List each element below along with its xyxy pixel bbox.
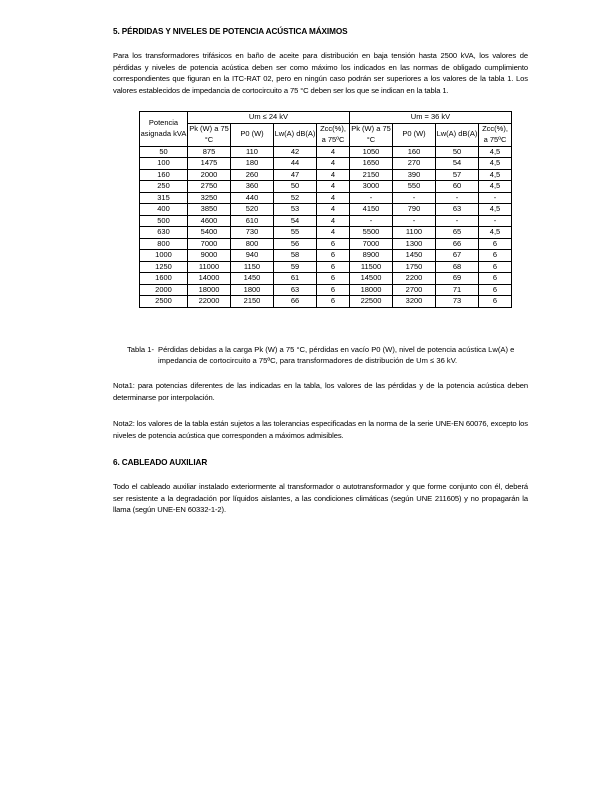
table-cell: 160 [140,169,188,181]
table-cell: 1800 [231,284,274,296]
table-cell: 44 [274,158,317,170]
table-cell: 875 [188,146,231,158]
table-cell: 250 [140,181,188,193]
section-5-paragraph: Para los transformadores trifásicos en baño de aceite para distribución en baja tensión hasta 2500 kVA, los valores de pérdidas y niveles de potencia acústica deben ser como máximo los indicados en las normas de obligado cumplimiento correspondientes que figuran en la ITC-RAT 02, pero en ningún caso podrán ser superiores a los valores de la tabla 1. Los valores establecidos de impedancia de cortocircuito a 75 °C deben ser los que se indican en la tabla 1. [113,51,528,95]
table-cell: 260 [231,169,274,181]
table-cell: 2200 [393,273,436,285]
table-cell: 4 [317,146,350,158]
table-cell: 1450 [231,273,274,285]
table-cell: 54 [274,215,317,227]
table-cell: 59 [274,261,317,273]
table-cell: 60 [436,181,479,193]
table-cell: 2000 [140,284,188,296]
table-cell: 4600 [188,215,231,227]
section-6-heading: 6. CABLEADO AUXILIAR [113,458,208,467]
table-cell: 22500 [350,296,393,308]
table-cell: 1750 [393,261,436,273]
table-cell: 1450 [393,250,436,262]
header-pk: Pk (W) a 75 °C [350,123,393,146]
table-cell: 6 [479,273,512,285]
table-row [140,192,512,204]
table-row [140,273,512,285]
table-cell: 73 [436,296,479,308]
table-row [140,261,512,273]
table-cell: 4 [317,227,350,239]
table-body [140,146,512,307]
table-cell: 63 [436,204,479,216]
table-row [140,158,512,170]
table-cell: 4,5 [479,204,512,216]
table-subheader-row [140,123,512,146]
table-cell: 22000 [188,296,231,308]
table-cell: 4 [317,204,350,216]
header-zcc: Zcc(%), a 75ºC [479,123,512,146]
table-row [140,181,512,193]
header-pk: Pk (W) a 75 °C [188,123,231,146]
table-cell: 4,5 [479,181,512,193]
table-cell: - [479,215,512,227]
table-cell: 270 [393,158,436,170]
table-cell: 730 [231,227,274,239]
table-cell: 11000 [188,261,231,273]
table-cell: 800 [140,238,188,250]
header-lw: Lw(A) dB(A) [436,123,479,146]
table-row [140,296,512,308]
table-row [140,146,512,158]
table-cell: 55 [274,227,317,239]
table-cell: 1150 [231,261,274,273]
table-cell: 2700 [393,284,436,296]
table-cell: 6 [317,296,350,308]
table-cell: 1650 [350,158,393,170]
table-cell: 315 [140,192,188,204]
table-cell: 3250 [188,192,231,204]
table-cell: 790 [393,204,436,216]
table-cell: 1475 [188,158,231,170]
table-cell: 6 [479,250,512,262]
header-group-36kv: Um = 36 kV [350,112,512,124]
table-cell: 2150 [231,296,274,308]
table-row [140,204,512,216]
table-cell: 4,5 [479,146,512,158]
table-cell: 520 [231,204,274,216]
table-cell: 7000 [188,238,231,250]
table-cell: 67 [436,250,479,262]
table-cell: 4,5 [479,227,512,239]
caption-text: Pérdidas debidas a la carga Pk (W) a 75 °C, pérdidas en vacío P0 (W), nivel de potencia acústica Lw(A) e impedancia de cortocircuito a 75ºC, para transformadores de distribución de Um ≤ 36 kV. [158,345,515,365]
table-cell: 68 [436,261,479,273]
table-cell: 2500 [140,296,188,308]
header-group-24kv: Um ≤ 24 kV [188,112,350,124]
table-cell: - [393,215,436,227]
losses-table [139,111,512,308]
table-cell: 4,5 [479,158,512,170]
table-cell: 6 [317,238,350,250]
table-row [140,250,512,262]
table-cell: 6 [479,296,512,308]
table-cell: 6 [479,261,512,273]
table-cell: 6 [479,238,512,250]
table-cell: 14000 [188,273,231,285]
table-cell: 18000 [188,284,231,296]
table-cell: 8900 [350,250,393,262]
table-cell: 160 [393,146,436,158]
table-cell: 42 [274,146,317,158]
table-cell: 610 [231,215,274,227]
table-cell: 7000 [350,238,393,250]
table-cell: 4 [317,192,350,204]
table-header-row [140,112,512,124]
table-cell: 57 [436,169,479,181]
table-cell: 2000 [188,169,231,181]
table-cell: 4,5 [479,169,512,181]
table-cell: 50 [140,146,188,158]
table-cell: 940 [231,250,274,262]
table-cell: 9000 [188,250,231,262]
table-cell: 550 [393,181,436,193]
header-lw: Lw(A) dB(A) [274,123,317,146]
table-cell: 1250 [140,261,188,273]
table-cell: 3000 [350,181,393,193]
caption-label: Tabla 1- [127,345,155,354]
table-cell: 66 [274,296,317,308]
nota-1: Nota1: para potencias diferentes de las indicadas en la tabla, los valores de las pérdidas y de la potencia acústica deben determinarse por interpolación. [113,381,528,402]
table-cell: 18000 [350,284,393,296]
table-cell: 110 [231,146,274,158]
table-cell: 54 [436,158,479,170]
table-row [140,215,512,227]
table-row [140,169,512,181]
table-cell: 1050 [350,146,393,158]
table-cell: 2150 [350,169,393,181]
table-cell: - [479,192,512,204]
table-cell: 6 [317,261,350,273]
table-cell: 71 [436,284,479,296]
table-cell: 6 [479,284,512,296]
table-cell: 61 [274,273,317,285]
table-cell: 66 [436,238,479,250]
table-cell: - [350,215,393,227]
table-cell: 100 [140,158,188,170]
table-cell: - [350,192,393,204]
table-cell: 630 [140,227,188,239]
table-cell: 800 [231,238,274,250]
table-cell: 390 [393,169,436,181]
table-cell: 6 [317,273,350,285]
section-6-paragraph: Todo el cableado auxiliar instalado exteriormente al transformador o autotransformador y que forme conjunto con él, deberá ser resistente a la degradación por líquidos aislantes, a las condiciones climáticas (según UNE 211605) y no propagarán la llama (según UNE-EN 60332-1-2). [113,482,528,515]
table-row [140,238,512,250]
table-cell: 400 [140,204,188,216]
table-cell: 50 [274,181,317,193]
table-cell: 4 [317,181,350,193]
table-row [140,227,512,239]
table-cell: 4 [317,215,350,227]
table-cell: 360 [231,181,274,193]
table-cell: 11500 [350,261,393,273]
table-cell: 2750 [188,181,231,193]
table-cell: 3200 [393,296,436,308]
table-cell: 4150 [350,204,393,216]
nota-2: Nota2: los valores de la tabla están sujetos a las tolerancias especificadas en la norma de la serie UNE-EN 60076, excepto los niveles de potencia acústica que corresponden a máximos admisibles. [113,419,528,440]
header-zcc: Zcc(%), a 75ºC [317,123,350,146]
table-cell: 180 [231,158,274,170]
table-cell: 4 [317,169,350,181]
table-cell: - [393,192,436,204]
table-row [140,284,512,296]
table-cell: 440 [231,192,274,204]
table-cell: - [436,192,479,204]
table-cell: 3850 [188,204,231,216]
table-cell: 47 [274,169,317,181]
table-cell: 1600 [140,273,188,285]
table-cell: 5500 [350,227,393,239]
table-cell: 65 [436,227,479,239]
table-cell: 58 [274,250,317,262]
table-cell: - [436,215,479,227]
table-cell: 63 [274,284,317,296]
header-potencia: Potencia asignada kVA [140,112,188,147]
table-cell: 500 [140,215,188,227]
section-5-heading: 5. PÉRDIDAS Y NIVELES DE POTENCIA ACÚSTICA MÁXIMOS [113,27,348,36]
table-cell: 56 [274,238,317,250]
table-cell: 5400 [188,227,231,239]
table-cell: 69 [436,273,479,285]
table-cell: 1100 [393,227,436,239]
table-cell: 6 [317,250,350,262]
header-p0: P0 (W) [231,123,274,146]
table-cell: 50 [436,146,479,158]
header-p0: P0 (W) [393,123,436,146]
table-cell: 1000 [140,250,188,262]
table-cell: 6 [317,284,350,296]
table-cell: 14500 [350,273,393,285]
table-cell: 4 [317,158,350,170]
table-cell: 1300 [393,238,436,250]
table-cell: 53 [274,204,317,216]
table-cell: 52 [274,192,317,204]
